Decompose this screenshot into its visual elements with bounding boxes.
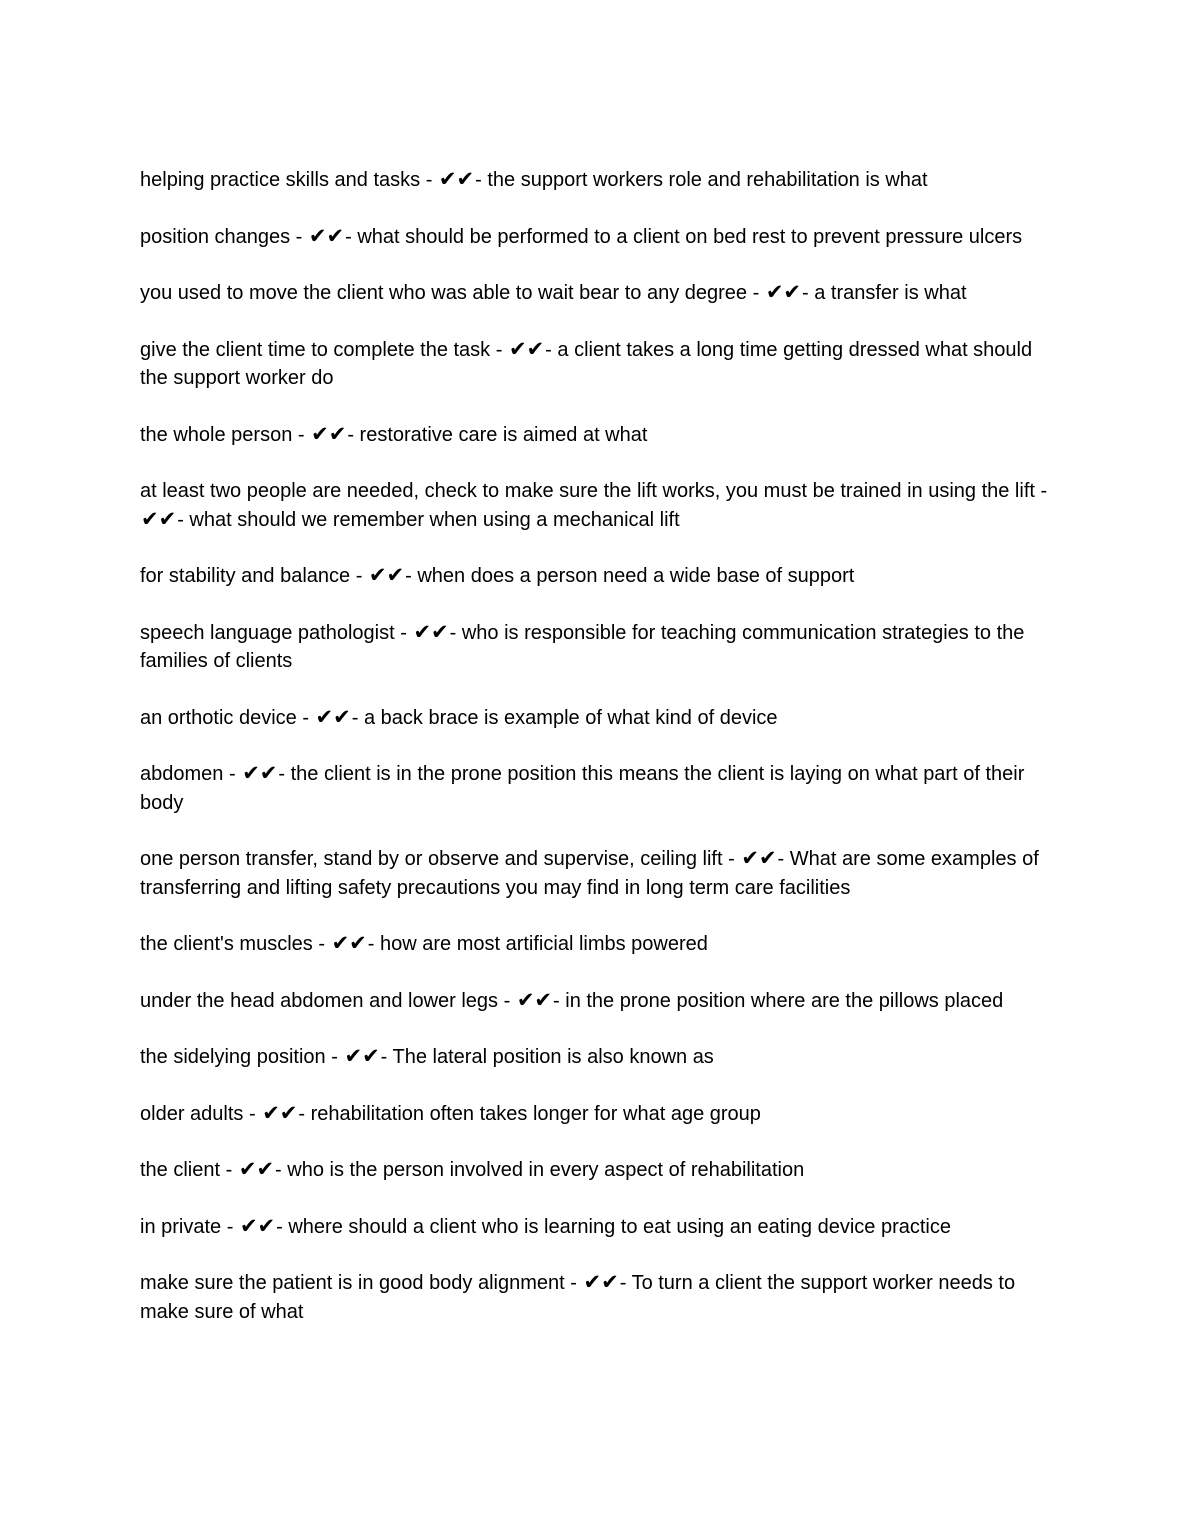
answer-text: for stability and balance bbox=[140, 565, 351, 587]
question-text: the client is in the prone position this means the client is laying on what part of their body bbox=[140, 763, 1025, 814]
answer-text: helping practice skills and tasks bbox=[140, 169, 421, 191]
flashcard-entry: older adults - ✔✔- rehabilitation often takes longer for what age group bbox=[140, 1101, 761, 1125]
flashcard-entry: the client's muscles - ✔✔- how are most artificial limbs powered bbox=[140, 932, 708, 955]
answer-text: an orthotic device bbox=[140, 706, 297, 729]
double-check-icon: ✔✔ bbox=[242, 762, 278, 785]
question-text: The lateral position is also known as bbox=[392, 1046, 714, 1068]
question-text: in the prone position where are the pillows placed bbox=[565, 989, 1004, 1012]
flashcard-entry: position changes - ✔✔- what should be performed to a client on bed rest to prevent pressure ulcers bbox=[140, 224, 1023, 248]
flashcard-entry: make sure the patient is in good body alignment - ✔✔- To turn a client the support worker needs to make sure of what bbox=[140, 1271, 1016, 1323]
question-text: who is the person involved in every aspect of rehabilitation bbox=[287, 1159, 805, 1181]
flashcard-entry: at least two people are needed, check to make sure the lift works, you must be trained in using the lift - ✔✔- what should we remember when using a mechanical lift bbox=[140, 480, 1048, 531]
double-check-icon: ✔✔ bbox=[315, 705, 351, 729]
flashcard-entry: speech language pathologist - ✔✔- who is responsible for teaching communication strategies to the families of clients bbox=[140, 620, 1025, 672]
answer-text: the client bbox=[140, 1159, 221, 1181]
double-check-icon: ✔✔ bbox=[239, 1214, 276, 1238]
question-text: how are most artificial limbs powered bbox=[379, 933, 708, 955]
double-check-icon: ✔✔ bbox=[308, 224, 345, 248]
double-check-icon: ✔✔ bbox=[344, 1045, 380, 1068]
question-text: What are some examples of transferring and lifting safety precautions you may find in long term care facilities bbox=[140, 848, 1039, 899]
question-text: when does a person need a wide base of support bbox=[417, 565, 855, 587]
double-check-icon: ✔✔ bbox=[413, 620, 449, 644]
answer-text: in private bbox=[140, 1215, 222, 1238]
flashcard-entry: the sidelying position - ✔✔- The lateral position is also known as bbox=[140, 1045, 714, 1068]
double-check-icon: ✔✔ bbox=[311, 422, 347, 446]
answer-text: abdomen bbox=[140, 763, 224, 785]
answer-text: you used to move the client who was able to wait bear to any degree bbox=[140, 282, 748, 304]
flashcard-entry: the client - ✔✔- who is the person involved in every aspect of rehabilitation bbox=[140, 1158, 805, 1181]
answer-text: position changes bbox=[140, 225, 291, 248]
flashcard-entry: you used to move the client who was able to wait bear to any degree - ✔✔- a transfer is what bbox=[140, 281, 967, 304]
question-text: restorative care is aimed at what bbox=[359, 423, 648, 446]
question-text: a client takes a long time getting dressed what should the support worker do bbox=[140, 338, 1033, 389]
flashcard-entry: the whole person - ✔✔- restorative care is aimed at what bbox=[140, 422, 648, 446]
answer-text: under the head abdomen and lower legs bbox=[140, 989, 499, 1012]
answer-text: the sidelying position bbox=[140, 1046, 326, 1068]
double-check-icon: ✔✔ bbox=[262, 1101, 298, 1125]
question-text: where should a client who is learning to eat using an eating device practice bbox=[288, 1215, 951, 1238]
double-check-icon: ✔✔ bbox=[508, 337, 545, 361]
answer-text: speech language pathologist bbox=[140, 621, 395, 644]
question-text: who is responsible for teaching communication strategies to the families of clients bbox=[140, 621, 1025, 672]
flashcard-entry: one person transfer, stand by or observe and supervise, ceiling lift - ✔✔- What are some examples of transferring and lifting safety precautions you may find in long term care facilities bbox=[140, 847, 1039, 899]
answer-text: the whole person bbox=[140, 423, 293, 446]
double-check-icon: ✔✔ bbox=[438, 168, 475, 191]
question-text: a back brace is example of what kind of device bbox=[363, 706, 778, 729]
question-text: what should we remember when using a mechanical lift bbox=[189, 508, 680, 531]
question-text: rehabilitation often takes longer for what age group bbox=[310, 1102, 761, 1125]
question-text: a transfer is what bbox=[814, 282, 967, 304]
answer-text: the client's muscles bbox=[140, 933, 313, 955]
double-check-icon: ✔✔ bbox=[516, 988, 553, 1012]
flashcard-entry: an orthotic device - ✔✔- a back brace is example of what kind of device bbox=[140, 705, 778, 729]
question-text: what should be performed to a client on bed rest to prevent pressure ulcers bbox=[357, 225, 1023, 248]
flashcard-entry: in private - ✔✔- where should a client who is learning to eat using an eating device practice bbox=[140, 1214, 951, 1238]
answer-text: make sure the patient is in good body alignment bbox=[140, 1272, 565, 1294]
double-check-icon: ✔✔ bbox=[583, 1271, 619, 1294]
question-text: the support workers role and rehabilitation is what bbox=[487, 169, 928, 191]
question-text: To turn a client the support worker needs to make sure of what bbox=[140, 1272, 1016, 1323]
double-check-icon: ✔✔ bbox=[238, 1158, 275, 1181]
document-page bbox=[140, 166, 1050, 1354]
answer-text: one person transfer, stand by or observe and supervise, ceiling lift bbox=[140, 848, 723, 870]
flashcard-entry: abdomen - ✔✔- the client is in the prone position this means the client is laying on what part of their body bbox=[140, 762, 1025, 814]
double-check-icon: ✔✔ bbox=[765, 281, 802, 304]
double-check-icon: ✔✔ bbox=[741, 847, 777, 870]
double-check-icon: ✔✔ bbox=[331, 932, 367, 955]
flashcard-entry: under the head abdomen and lower legs - ✔✔- in the prone position where are the pillows placed bbox=[140, 988, 1004, 1012]
flashcard-entry: for stability and balance - ✔✔- when does a person need a wide base of support bbox=[140, 564, 855, 587]
flashcard-entry: helping practice skills and tasks - ✔✔- the support workers role and rehabilitation is what bbox=[140, 168, 928, 191]
flashcard-entry: give the client time to complete the task - ✔✔- a client takes a long time getting dressed what should the support worker do bbox=[140, 337, 1033, 389]
answer-text: give the client time to complete the task bbox=[140, 338, 491, 361]
double-check-icon: ✔✔ bbox=[141, 507, 177, 531]
double-check-icon: ✔✔ bbox=[368, 564, 405, 587]
answer-text: older adults bbox=[140, 1102, 244, 1125]
answer-text: at least two people are needed, check to make sure the lift works, you must be trained in using the lift bbox=[140, 480, 1035, 502]
